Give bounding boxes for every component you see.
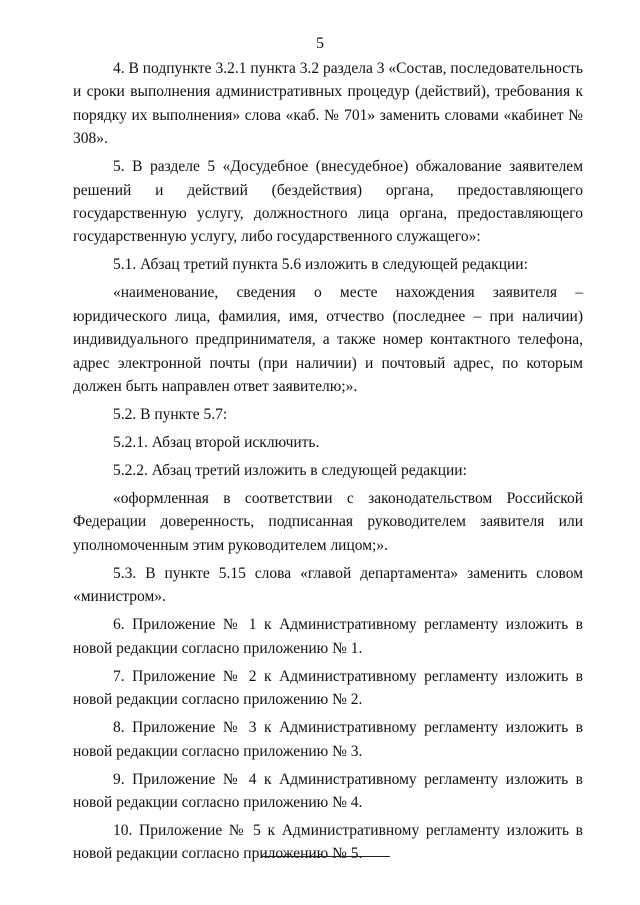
- closing-rule: [262, 856, 390, 858]
- paragraph-5-3: 5.3. В пункте 5.15 слова «главой департамента» заменить словом «министром».: [73, 564, 583, 606]
- paragraph-5-1: 5.1. Абзац третий пункта 5.6 изложить в следующей редакции:: [113, 256, 528, 274]
- paragraph-7: 7. Приложение № 2 к Административному регламенту изложить в новой редакции согласно приложению № 2.: [73, 667, 583, 709]
- paragraph-5-2-1: 5.2.1. Абзац второй исключить.: [113, 434, 320, 452]
- paragraph-9: 9. Приложение № 4 к Административному регламенту изложить в новой редакции согласно приложению № 4.: [73, 770, 583, 811]
- page-number: 5: [316, 35, 324, 52]
- paragraph-5: 5. В разделе 5 «Досудебное (внесудебное) обжалование заявителем решений и действий (бездействия) органа, предоставляющего государственную услугу, должностного лица органа, предоставляющего государственную услугу, либо государственного служащего»:: [73, 158, 583, 246]
- paragraph-5-2-2: 5.2.2. Абзац третий изложить в следующей редакции:: [113, 462, 467, 480]
- closing-rule-line: [262, 856, 390, 857]
- paragraph-5-2-2-quote: «оформленная в соответствии с законодательством Российской Федерации доверенность, подписанная руководителем заявителя или уполномоченным этим руководителем лицом;».: [73, 490, 583, 554]
- paragraph-6: 6. Приложение № 1 к Административному регламенту изложить в новой редакции согласно приложению № 1.: [73, 616, 583, 657]
- paragraph-5-2: 5.2. В пункте 5.7:: [113, 406, 228, 424]
- paragraph-10: 10. Приложение № 5 к Административному регламенту изложить в новой редакции согласно приложению № 5.: [73, 821, 583, 863]
- paragraph-8: 8. Приложение № 3 к Административному регламенту изложить в новой редакции согласно приложению № 3.: [73, 719, 583, 760]
- document-body: [73, 57, 583, 866]
- paragraph-4: 4. В подпункте 3.2.1 пункта 3.2 раздела 3 «Состав, последовательность и сроки выполнения административных процедур (действий), требования к порядку их выполнения» слова «каб. № 701» заменить словами «кабинет № 308».: [73, 60, 583, 148]
- paragraph-5-1-quote: «наименование, сведения о месте нахождения заявителя – юридического лица, фамилия, имя, отчество (последнее – при наличии) индивидуального предпринимателя, а также номер контактного телефона, адрес электронной почты (при наличии) и почтовый адрес, по которым должен быть направлен ответ заявителю;».: [73, 284, 583, 396]
